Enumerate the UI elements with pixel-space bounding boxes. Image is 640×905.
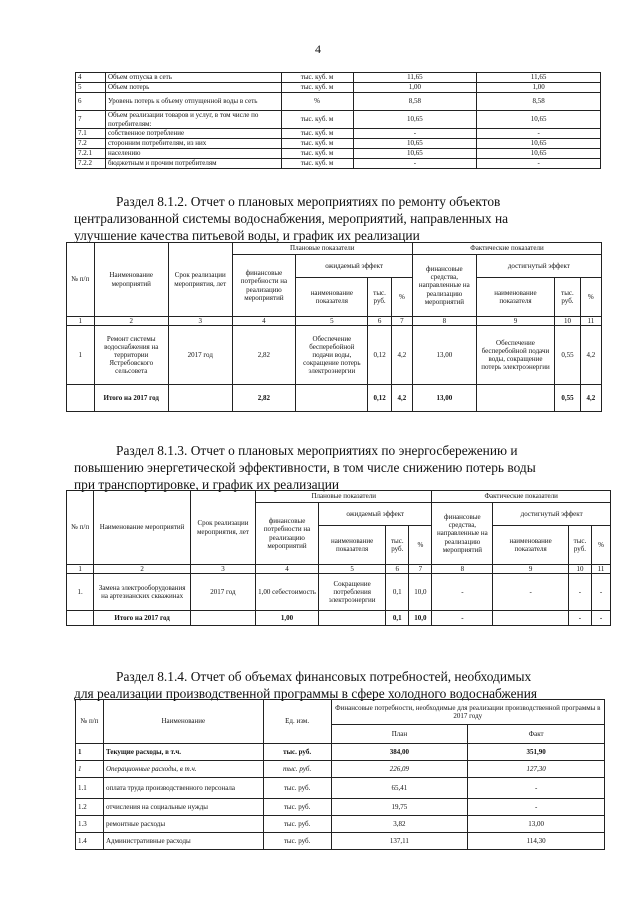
- activity-cell: 4,2: [580, 326, 601, 385]
- total-label: Итого на 2017 год: [94, 611, 191, 626]
- activity-cell: 0,12: [368, 326, 391, 385]
- col-unit-header: Ед. изм.: [263, 700, 331, 744]
- effect-fact-header: достигнутый эффект: [476, 255, 601, 278]
- pct-header: %: [592, 526, 611, 565]
- expense-name: ремонтные расходы: [103, 816, 263, 833]
- empty-cell: [190, 611, 255, 626]
- plan-value: 11,65: [353, 73, 477, 83]
- fin-fact-header: финансовые средства, направленные на реализацию мероприятий: [432, 503, 493, 565]
- header-row: [67, 491, 611, 503]
- column-number: 5: [319, 565, 386, 574]
- fact-value: 8,58: [477, 93, 601, 111]
- column-number: 1: [67, 565, 94, 574]
- rub-header: тыс. руб.: [386, 526, 409, 565]
- activity-row: [67, 574, 611, 611]
- balance-row: [76, 111, 601, 129]
- empty-cell: [493, 611, 569, 626]
- column-number: 11: [592, 565, 611, 574]
- row-number: 7.2.2: [76, 159, 106, 169]
- plan-value: 384,00: [331, 744, 468, 761]
- total-label: Итого на 2017 год: [94, 385, 168, 412]
- effect-fact-header: достигнутый эффект: [493, 503, 611, 526]
- balance-row: [76, 149, 601, 159]
- row-number: 5: [76, 83, 106, 93]
- fact-value: 13,00: [468, 816, 605, 833]
- empty-cell: [67, 385, 95, 412]
- indicator-name-header: наименование показателя: [319, 526, 386, 565]
- header-row: [76, 700, 605, 725]
- activity-cell: -: [568, 574, 591, 611]
- activity-cell: 0,55: [555, 326, 580, 385]
- unit: тыс. куб. м: [281, 149, 353, 159]
- total-fin-plan: 1,00: [256, 611, 319, 626]
- column-number: 7: [391, 317, 412, 326]
- rub-header: тыс. руб.: [555, 278, 580, 317]
- indicator-name: Объем потерь: [105, 83, 281, 93]
- col-num-header: № п/п: [67, 491, 94, 565]
- pct-header: %: [580, 278, 601, 317]
- unit: тыс. куб. м: [281, 129, 353, 139]
- plan-value: 19,75: [331, 799, 468, 816]
- column-number: 2: [94, 565, 191, 574]
- total-rub-fact: 0,55: [555, 385, 580, 412]
- expense-name: Операционные расходы, в т.ч.: [103, 761, 263, 778]
- activity-cell: Сокращение потребления электроэнергии: [319, 574, 386, 611]
- activity-cell: Обеспечение бесперебойной подачи воды, сокращение потерь электроэнергии: [476, 326, 555, 385]
- fact-value: 10,65: [477, 111, 601, 129]
- total-fin-plan: 2,82: [232, 385, 296, 412]
- unit: тыс. куб. м: [281, 111, 353, 129]
- activity-row: [67, 326, 602, 385]
- plan-value: 65,41: [331, 778, 468, 799]
- financial-row: [76, 833, 605, 850]
- effect-plan-header: ожидаемый эффект: [296, 255, 413, 278]
- unit: тыс. руб.: [263, 833, 331, 850]
- plan-value: 10,65: [353, 149, 477, 159]
- row-number: 1.1: [76, 778, 104, 799]
- column-number: 2: [94, 317, 168, 326]
- balance-row: [76, 73, 601, 83]
- row-number: 1.3: [76, 816, 104, 833]
- row-number: 7.2: [76, 139, 106, 149]
- row-number: 7.1: [76, 129, 106, 139]
- expense-name: Текущие расходы, в т.ч.: [103, 744, 263, 761]
- column-number: 3: [190, 565, 255, 574]
- fact-group-header: Фактические показатели: [432, 491, 611, 503]
- balance-row: [76, 139, 601, 149]
- empty-cell: [168, 385, 232, 412]
- indicator-name: Объем реализации товаров и услуг, в том числе по потребителям:: [105, 111, 281, 129]
- activity-cell: 2017 год: [168, 326, 232, 385]
- financial-row: [76, 816, 605, 833]
- activity-cell: -: [432, 574, 493, 611]
- financial-row: [76, 778, 605, 799]
- column-number: 5: [296, 317, 368, 326]
- column-number: 4: [256, 565, 319, 574]
- row-number: 4: [76, 73, 106, 83]
- plan-value: -: [353, 129, 477, 139]
- fact-value: 10,65: [477, 139, 601, 149]
- balance-table: [75, 72, 601, 169]
- empty-cell: [476, 385, 555, 412]
- unit: тыс. руб.: [263, 744, 331, 761]
- total-fin-fact: -: [432, 611, 493, 626]
- total-row: [67, 385, 602, 412]
- row-number: 1: [76, 744, 104, 761]
- column-number: 9: [476, 317, 555, 326]
- repair-plan-table: [66, 242, 602, 412]
- column-number: 8: [413, 317, 477, 326]
- fact-value: -: [477, 159, 601, 169]
- column-number: 6: [368, 317, 391, 326]
- col-name-header: Наименование: [103, 700, 263, 744]
- activity-cell: -: [592, 574, 611, 611]
- indicator-name-header: наименование показателя: [493, 526, 569, 565]
- fact-value: -: [477, 129, 601, 139]
- column-number: 7: [409, 565, 432, 574]
- plan-group-header: Плановые показатели: [256, 491, 432, 503]
- column-number: 11: [580, 317, 601, 326]
- activity-cell: 0,1: [386, 574, 409, 611]
- activity-cell: 1,00 себестоимость: [256, 574, 319, 611]
- col-num-header: № п/п: [67, 243, 95, 317]
- indicator-name: Объем отпуска в сеть: [105, 73, 281, 83]
- energy-saving-table: [66, 490, 611, 626]
- empty-cell: [296, 385, 368, 412]
- financial-needs-table: [75, 699, 605, 850]
- section-8-1-2-heading: Раздел 8.1.2. Отчет о плановых мероприятиях по ремонту объектов централизованной системы водоснабжения, мероприятий, направленных на улучшение качества питьевой воды, и график их реализации: [74, 194, 509, 243]
- column-number: 10: [568, 565, 591, 574]
- column-number-row: [67, 565, 611, 574]
- unit: тыс. руб.: [263, 799, 331, 816]
- balance-row: [76, 83, 601, 93]
- fact-value: -: [468, 778, 605, 799]
- empty-cell: [319, 611, 386, 626]
- fact-value: 351,90: [468, 744, 605, 761]
- rub-header: тыс. руб.: [568, 526, 591, 565]
- plan-value: 10,65: [353, 111, 477, 129]
- col-term-header: Срок реализации мероприятия, лет: [190, 491, 255, 565]
- indicator-name: Уровень потерь к объему отпущенной воды в сеть: [105, 93, 281, 111]
- activity-cell: Обеспечение бесперебойной подачи воды, сокращение потерь электроэнергии: [296, 326, 368, 385]
- activity-cell: 2,82: [232, 326, 296, 385]
- activity-cell: -: [493, 574, 569, 611]
- fact-value: 11,65: [477, 73, 601, 83]
- activity-cell: 13,00: [413, 326, 477, 385]
- total-row: [67, 611, 611, 626]
- rub-header: тыс. руб.: [368, 278, 391, 317]
- indicator-name-header: наименование показателя: [476, 278, 555, 317]
- effect-plan-header: ожидаемый эффект: [319, 503, 432, 526]
- financial-row: [76, 744, 605, 761]
- pct-header: %: [391, 278, 412, 317]
- plan-group-header: Плановые показатели: [232, 243, 412, 255]
- plan-value: 3,82: [331, 816, 468, 833]
- indicator-name: бюджетным и прочим потребителям: [105, 159, 281, 169]
- expense-name: Административные расходы: [103, 833, 263, 850]
- plan-value: -: [353, 159, 477, 169]
- total-pct-fact: 4,2: [580, 385, 601, 412]
- unit: тыс. руб.: [263, 761, 331, 778]
- indicator-name: собственное потребление: [105, 129, 281, 139]
- unit: тыс. руб.: [263, 778, 331, 799]
- total-rub-fact: -: [568, 611, 591, 626]
- section-8-1-3-heading: Раздел 8.1.3. Отчет о плановых мероприятиях по энергосбережению и повышению энергетической эффективности, в том числе снижению потерь воды при транспортировке, и график их реализации: [74, 443, 536, 492]
- unit: тыс. руб.: [263, 816, 331, 833]
- row-number: 1.4: [76, 833, 104, 850]
- fin-plan-header: финансовые потребности на реализацию мероприятий: [256, 503, 319, 565]
- fin-plan-header: финансовые потребности на реализацию мероприятий: [232, 255, 296, 317]
- activity-cell: 4,2: [391, 326, 412, 385]
- fact-group-header: Фактические показатели: [413, 243, 602, 255]
- activity-cell: 1.: [67, 574, 94, 611]
- expense-name: оплата труда производственного персонала: [103, 778, 263, 799]
- fin-needs-header: Финансовые потребности, необходимые для реализации производственной программы в 2017 году: [331, 700, 604, 725]
- expense-name: отчисления на социальные нужды: [103, 799, 263, 816]
- total-pct-plan: 10,0: [409, 611, 432, 626]
- activity-cell: 10,0: [409, 574, 432, 611]
- col-name-header: Наименование мероприятий: [94, 243, 168, 317]
- fact-value: 1,00: [477, 83, 601, 93]
- balance-row: [76, 159, 601, 169]
- balance-row: [76, 93, 601, 111]
- column-number: 10: [555, 317, 580, 326]
- column-number: 3: [168, 317, 232, 326]
- unit: тыс. куб. м: [281, 83, 353, 93]
- unit: тыс. куб. м: [281, 159, 353, 169]
- activity-cell: Замена электрооборудования на артезианских скважинах: [94, 574, 191, 611]
- column-number: 8: [432, 565, 493, 574]
- activity-cell: Ремонт системы водоснабжения на территории Ястребовского сельсовета: [94, 326, 168, 385]
- activity-cell: 1: [67, 326, 95, 385]
- page-number: 4: [315, 42, 321, 56]
- row-number: 6: [76, 93, 106, 111]
- indicator-name: сторонним потребителям, из них: [105, 139, 281, 149]
- fact-value: 127,30: [468, 761, 605, 778]
- row-number: 7.2.1: [76, 149, 106, 159]
- fin-fact-header: финансовые средства, направленные на реализацию мероприятий: [413, 255, 477, 317]
- col-name-header: Наименование мероприятий: [94, 491, 191, 565]
- col-term-header: Срок реализации мероприятия, лет: [168, 243, 232, 317]
- column-number: 6: [386, 565, 409, 574]
- plan-header: План: [331, 725, 468, 744]
- column-number-row: [67, 317, 602, 326]
- column-number: 9: [493, 565, 569, 574]
- activity-cell: 2017 год: [190, 574, 255, 611]
- header-row: [67, 243, 602, 255]
- fact-value: 114,30: [468, 833, 605, 850]
- fact-header: Факт: [468, 725, 605, 744]
- section-8-1-4-heading: Раздел 8.1.4. Отчет об объемах финансовых потребностей, необходимых для реализации производственной программы в сфере холодного водоснабжения: [74, 669, 538, 701]
- balance-row: [76, 129, 601, 139]
- col-num-header: № п/п: [76, 700, 104, 744]
- total-pct-plan: 4,2: [391, 385, 412, 412]
- unit: тыс. куб. м: [281, 73, 353, 83]
- column-number: 4: [232, 317, 296, 326]
- plan-value: 226,09: [331, 761, 468, 778]
- plan-value: 1,00: [353, 83, 477, 93]
- row-number: 1.2: [76, 799, 104, 816]
- unit: %: [281, 93, 353, 111]
- financial-row: [76, 799, 605, 816]
- total-pct-fact: -: [592, 611, 611, 626]
- empty-cell: [67, 611, 94, 626]
- column-number: 1: [67, 317, 95, 326]
- total-fin-fact: 13,00: [413, 385, 477, 412]
- total-rub-plan: 0,12: [368, 385, 391, 412]
- plan-value: 8,58: [353, 93, 477, 111]
- plan-value: 137,11: [331, 833, 468, 850]
- fact-value: -: [468, 799, 605, 816]
- indicator-name-header: наименование показателя: [296, 278, 368, 317]
- indicator-name: населению: [105, 149, 281, 159]
- row-number: 1: [76, 761, 104, 778]
- plan-value: 10,65: [353, 139, 477, 149]
- financial-row: [76, 761, 605, 778]
- fact-value: 10,65: [477, 149, 601, 159]
- row-number: 7: [76, 111, 106, 129]
- unit: тыс. куб. м: [281, 139, 353, 149]
- pct-header: %: [409, 526, 432, 565]
- total-rub-plan: 0,1: [386, 611, 409, 626]
